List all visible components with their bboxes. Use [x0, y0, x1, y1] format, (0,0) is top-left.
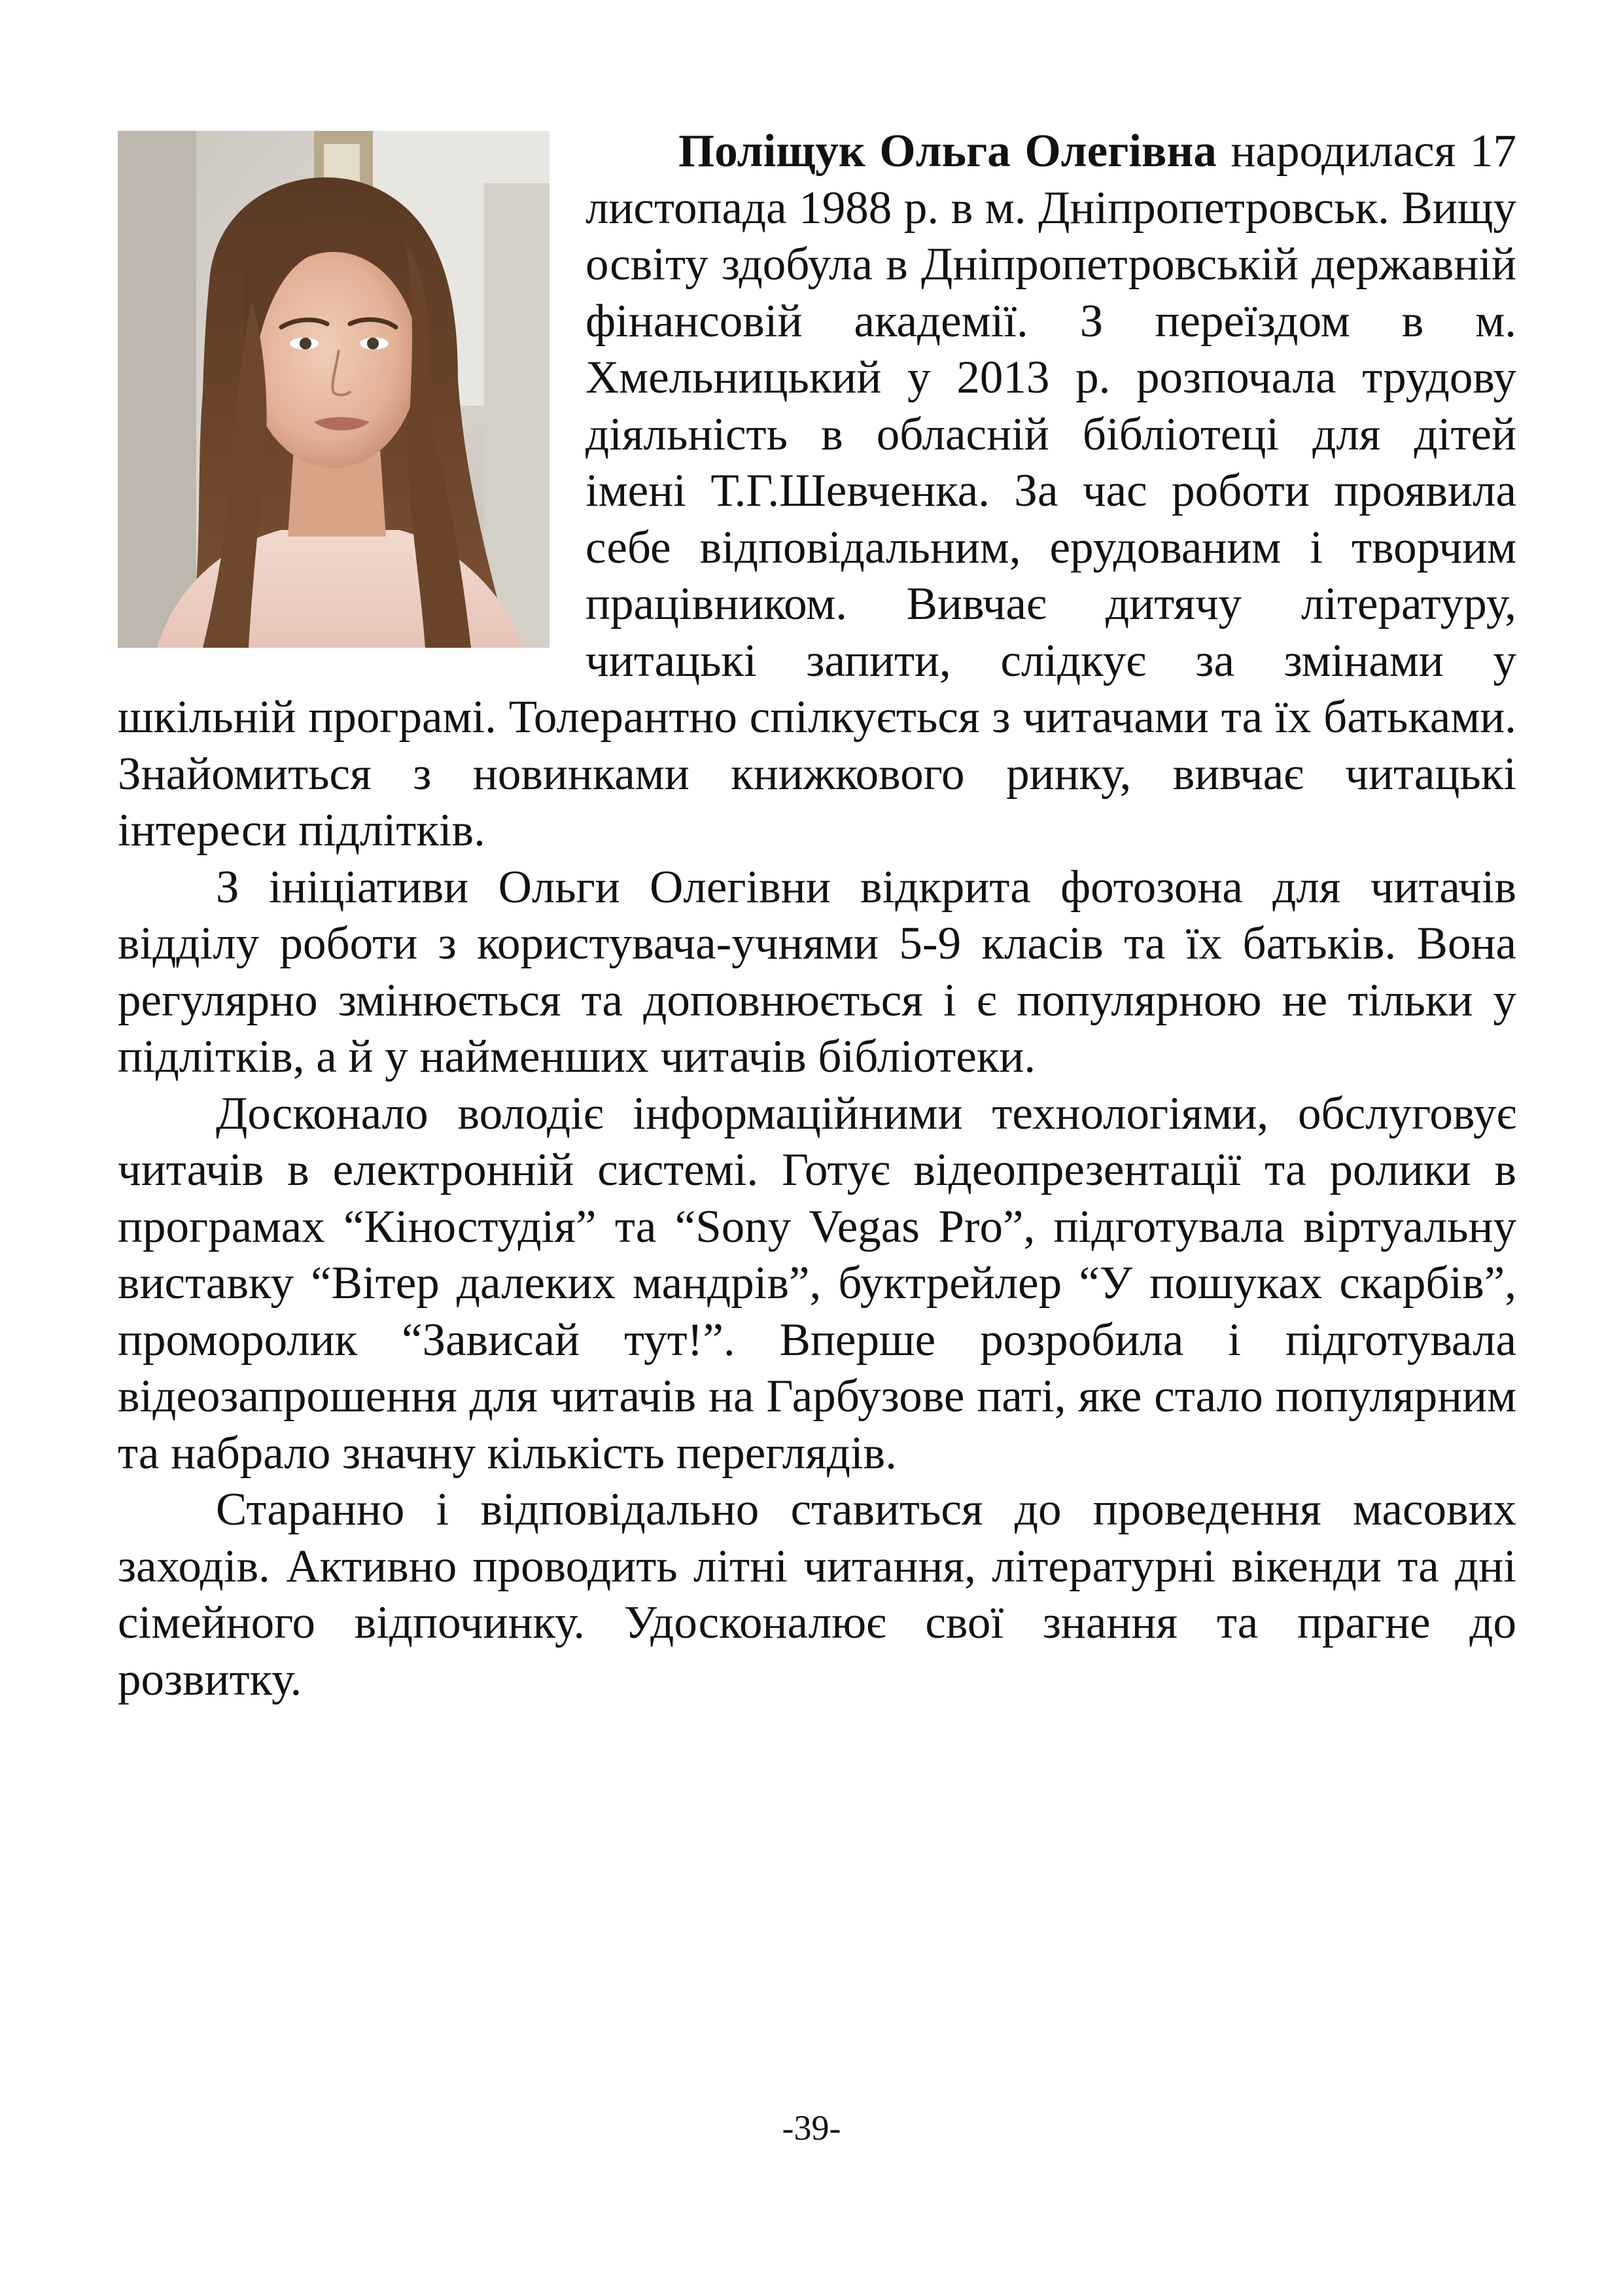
page-number: -39-: [782, 2108, 841, 2147]
bio-paragraph: З ініціативи Ольги Олегівни відкрита фотозона для читачів відділу роботи з користувача-учнями 5-9 класів та їх батьків. Вона регулярно змінюється та доповнюється і є популярною не тільки у підлітків, а й у найменших читачів бібліотеки.: [118, 861, 1516, 1082]
bio-paragraph: Старанно і відповідально ставиться до проведення масових заходів. Активно проводить літні читання, літературні вікенди та дні сімейного відпочинку. Удосконалює свої знання та прагне до розвитку.: [118, 1484, 1516, 1705]
bio-intro-text: народилася 17 листопада 1988 р. в м. Дніпропетровськ. Вищу освіту здобула в Дніпропетровській державній фінансовій академії. З переїздом в м. Хмельницький у 2013 р. розпочала трудову діяльність в обласній бібліотеці для дітей імені Т.Г.Шевченка. За час роботи проявила себе відповідальним, ерудованим і творчим працівником. Вивчає дитячу літературу, читацькі запити, слідкує за змінами у шкільній програмі. Толерантно спілкується з читачами та їх батьками. Знайомиться з новинками книжкового ринку, вивчає читацькі інтереси підлітків.: [118, 126, 1516, 856]
portrait-photo: [118, 131, 550, 648]
person-name: Поліщук Ольга Олегівна: [678, 126, 1217, 177]
bio-paragraph: Досконало володіє інформаційними технологіями, обслуговує читачів в електронній системі. Готує відеопрезентації та ролики в програмах “Кіностудія” та “Sony Vegas Pro”, підготувала віртуальну виставку “Вітер далеких мандрів”, буктрейлер “У пошуках скарбів”, проморолик “Зависай тут!”. Вперше розробила і підготувала відеозапрошення для читачів на Гарбузове паті, яке стало популярним та набрало значну кількість переглядів.: [118, 1087, 1516, 1479]
portrait-image: [118, 131, 550, 648]
biography-text: [118, 123, 1516, 1708]
